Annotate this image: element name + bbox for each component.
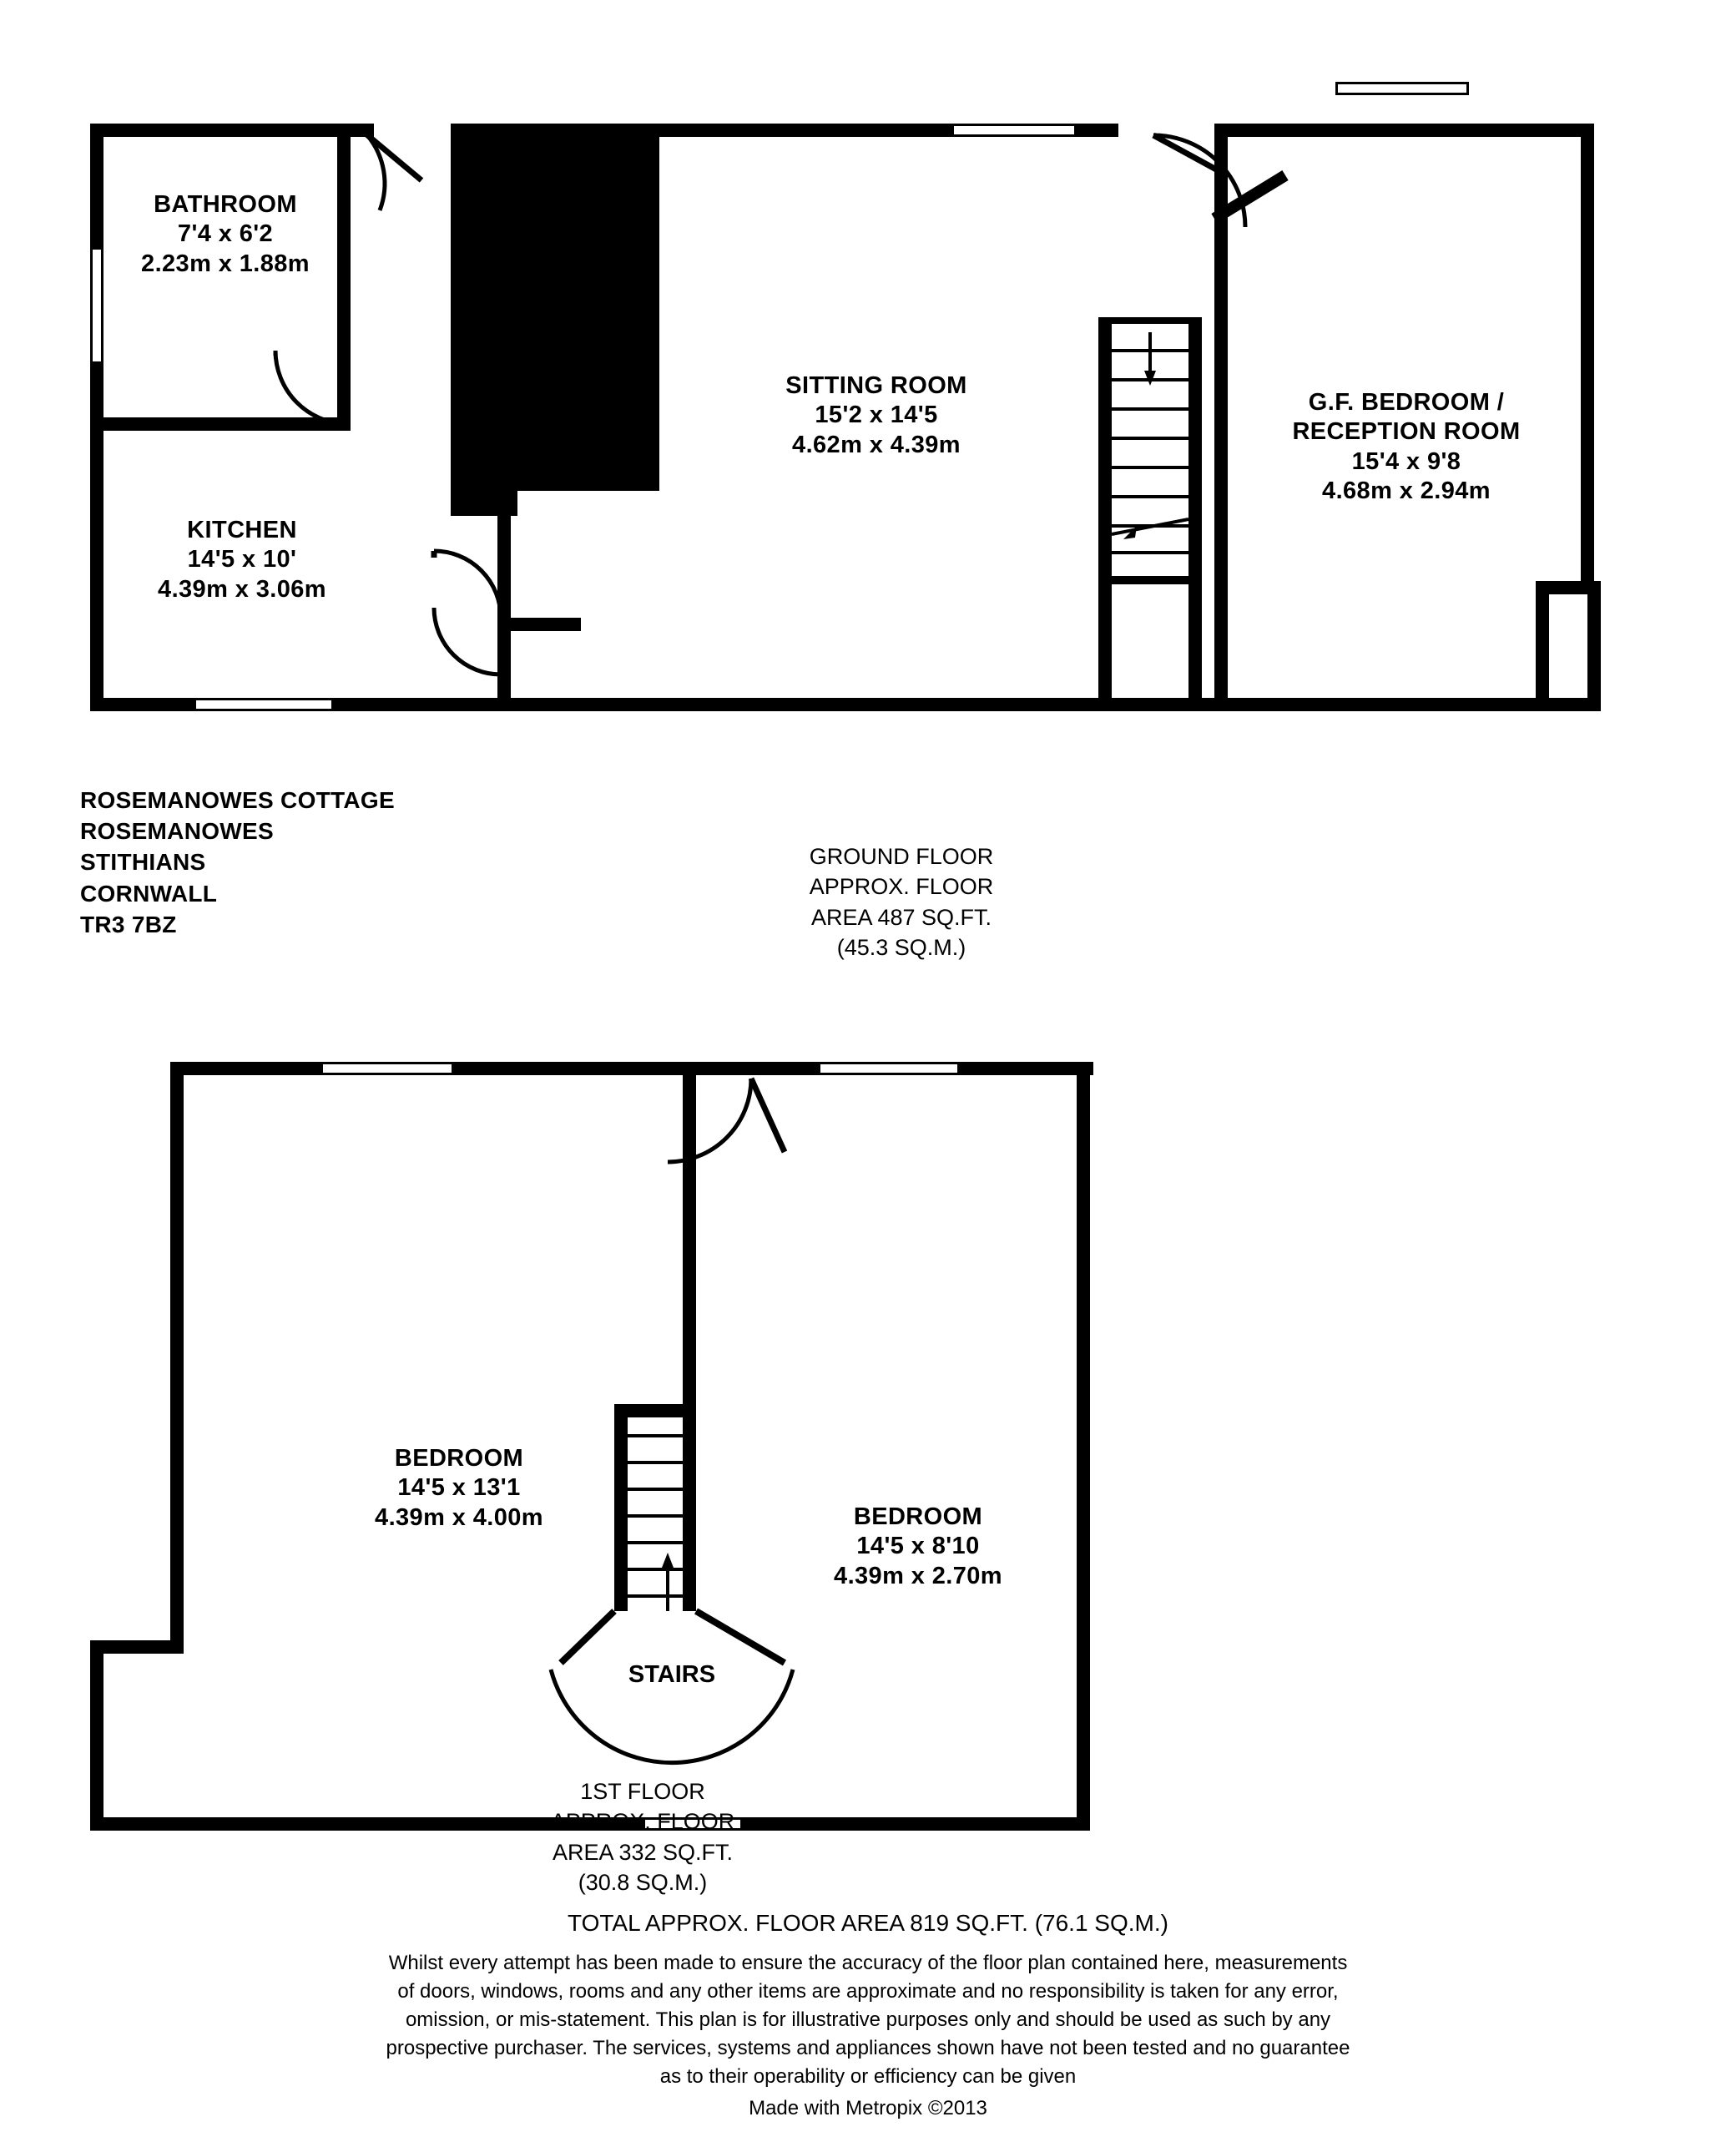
address-line-1: ROSEMANOWES COTTAGE	[80, 787, 395, 813]
disclaimer-line-3: omission, or mis-statement. This plan is for illustrative purposes only and should be used as such by any	[405, 2008, 1331, 2032]
room-dims-imperial: 15'2 x 14'5	[815, 402, 938, 429]
room-dims-imperial: 14'5 x 13'1	[397, 1474, 521, 1502]
room-label-bathroom	[100, 190, 351, 279]
disclaimer-line-1: Whilst every attempt has been made to ensure the accuracy of the floor plan contained here, measurements	[388, 1952, 1348, 1974]
room-label-kitchen	[92, 516, 392, 604]
room-name-2: RECEPTION ROOM	[1292, 418, 1521, 446]
disclaimer-line-5: as to their operability or efficiency can be given	[659, 2065, 1077, 2089]
room-name: BATHROOM	[154, 191, 297, 218]
ground-floor-plan	[0, 0, 1736, 751]
caption-line-2: APPROX. FLOOR	[550, 1809, 735, 1835]
room-name: KITCHEN	[187, 517, 297, 543]
room-name: BEDROOM	[853, 1503, 983, 1530]
disclaimer-line-4: prospective purchaser. The services, systems and appliances shown have not been tested and no guarantee	[386, 2037, 1350, 2060]
room-dims-imperial: 14'5 x 8'10	[856, 1533, 980, 1560]
stairs-label: STAIRS	[628, 1661, 716, 1688]
room-name: SITTING ROOM	[785, 372, 967, 399]
disclaimer	[117, 1949, 1619, 2091]
room-dims-metric: 4.39m x 2.70m	[834, 1562, 1002, 1589]
room-name: BEDROOM	[394, 1445, 524, 1472]
room-name: G.F. BEDROOM /	[1308, 389, 1505, 416]
first-floor-plan	[0, 1027, 1736, 1695]
caption-line-4: (30.8 SQ.M.)	[578, 1870, 708, 1896]
door-swing-first-svg	[0, 1027, 1736, 1695]
room-dims-imperial: 15'4 x 9'8	[1351, 447, 1461, 475]
room-dims-imperial: 14'5 x 10'	[187, 546, 297, 573]
first-floor-area-caption	[476, 1776, 810, 1898]
ground-floor-area-caption	[726, 841, 1077, 963]
room-dims-metric: 4.39m x 4.00m	[375, 1503, 543, 1531]
room-label-sitting-room	[693, 371, 1060, 460]
address-line-5: TR3 7BZ	[80, 911, 177, 937]
room-label-gf-bedroom	[1214, 388, 1598, 507]
caption-line-1: GROUND FLOOR	[809, 844, 994, 869]
room-dims-metric: 4.68m x 2.94m	[1322, 477, 1491, 505]
caption-line-1: 1ST FLOOR	[580, 1779, 705, 1804]
room-dims-metric: 4.39m x 3.06m	[158, 575, 326, 603]
address-line-4: CORNWALL	[80, 880, 218, 907]
metropix-credit: Made with Metropix ©2013	[749, 2097, 987, 2119]
caption-line-3: AREA 487 SQ.FT.	[810, 904, 992, 930]
property-address	[80, 785, 395, 940]
caption-line-2: APPROX. FLOOR	[809, 874, 994, 900]
address-line-3: STITHIANS	[80, 849, 206, 876]
total-floor-area: TOTAL APPROX. FLOOR AREA 819 SQ.FT. (76.1 SQ.M.)	[568, 1910, 1168, 1936]
caption-line-4: (45.3 SQ.M.)	[836, 935, 966, 961]
room-dims-imperial: 7'4 x 6'2	[177, 220, 274, 248]
address-line-2: ROSEMANOWES	[80, 818, 274, 845]
disclaimer-line-2: of doors, windows, rooms and any other items are approximate and no responsibility is taken for any error,	[397, 1980, 1339, 2003]
room-dims-metric: 2.23m x 1.88m	[141, 250, 310, 277]
caption-line-3: AREA 332 SQ.FT.	[552, 1839, 734, 1865]
room-dims-metric: 4.62m x 4.39m	[792, 431, 961, 458]
